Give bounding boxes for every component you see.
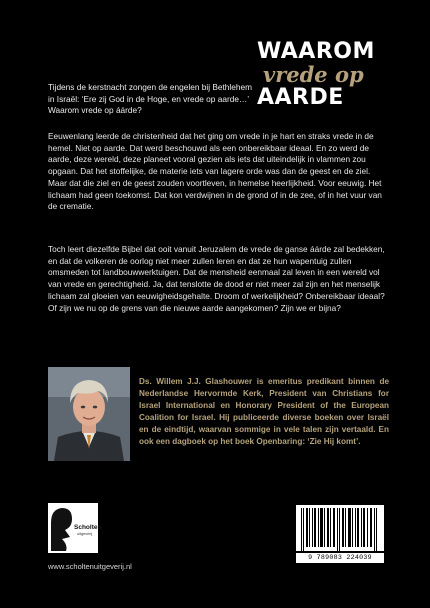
publisher-url: www.scholtenuitgeverij.nl bbox=[48, 562, 132, 571]
publisher-logo-text: Scholten bbox=[74, 524, 102, 531]
author-bio: Ds. Willem J.J. Glashouwer is emeritus predikant binnen de Nederlandse Hervormde Kerk, President van Christians for Israel International en Honorary President of the European Coalition for Israel. Hij publiceerde diverse boeken over Israël en de eindtijd, waarvan sommige in vele talen zijn vertaald. En ook een dagboek op het boek Openbaring: ‘Zie Hij komt’. bbox=[139, 377, 389, 446]
title-line-1: WAAROM bbox=[257, 39, 375, 64]
publisher-logo-subtext: uitgeverij bbox=[77, 532, 93, 536]
author-portrait-image bbox=[48, 367, 130, 461]
barcode-bars-icon bbox=[300, 508, 380, 551]
book-title bbox=[257, 40, 387, 110]
isbn-number: 9 789083 224039 bbox=[296, 553, 384, 563]
title-line-2: vrede op bbox=[263, 62, 364, 87]
publisher-logo-mark-icon bbox=[48, 503, 102, 553]
intro-text: Tijdens de kerstnacht zongen de engelen bij Bethlehem in Israël: ‘Ere zij God in de Hoge, en vrede op aarde…’ Waarom vrede op áárde? bbox=[48, 82, 253, 115]
author-photo bbox=[48, 367, 130, 461]
title-line-3: AARDE bbox=[257, 85, 344, 110]
publisher-logo bbox=[48, 503, 102, 553]
barcode bbox=[296, 505, 384, 551]
body-paragraph-1: Eeuwenlang leerde de christenheid dat het ging om vrede in je hart en straks vrede in de hemel. Niet op aarde. Dat werd beschouwd als een onbereikbaar ideaal. En zo werd de aarde, deze wereld, deze planeet vooral gezien als iets dat uiteindelijk in vlammen zou opgaan. Dat het stoffelijke, de materie iets van lagere orde was dan de geest en de ziel. Maar dat die ziel en de geest zouden voortleven, in hemelse heerlijkheid. Voor eeuwig. Het lichaam had geen toekomst. Dat kon verdwijnen in de grond of in de zee, of in het vuur van de crematie. bbox=[48, 131, 382, 212]
body-paragraph-2: Toch leert diezelfde Bijbel dat ooit vanuit Jeruzalem de vrede de ganse áárde zal bedekken, en dat de volkeren de oorlog niet meer zullen leren en dat ze hun wapentuig zullen omsmeden tot landbouwwerktuigen. Dat de mensheid eenmaal zal leven in een wereld vol van vrede en gerechtigheid. Ja, dat tenslotte de dood er niet meer zal zijn en het menselijk lichaam zal gloeien van eeuwigheidsgehalte. Droom of werkelijkheid? Onbereikbaar ideaal? Of zijn we nu op de grens van die nieuwe aarde aangekomen? Zijn we er bijna? bbox=[48, 244, 385, 313]
